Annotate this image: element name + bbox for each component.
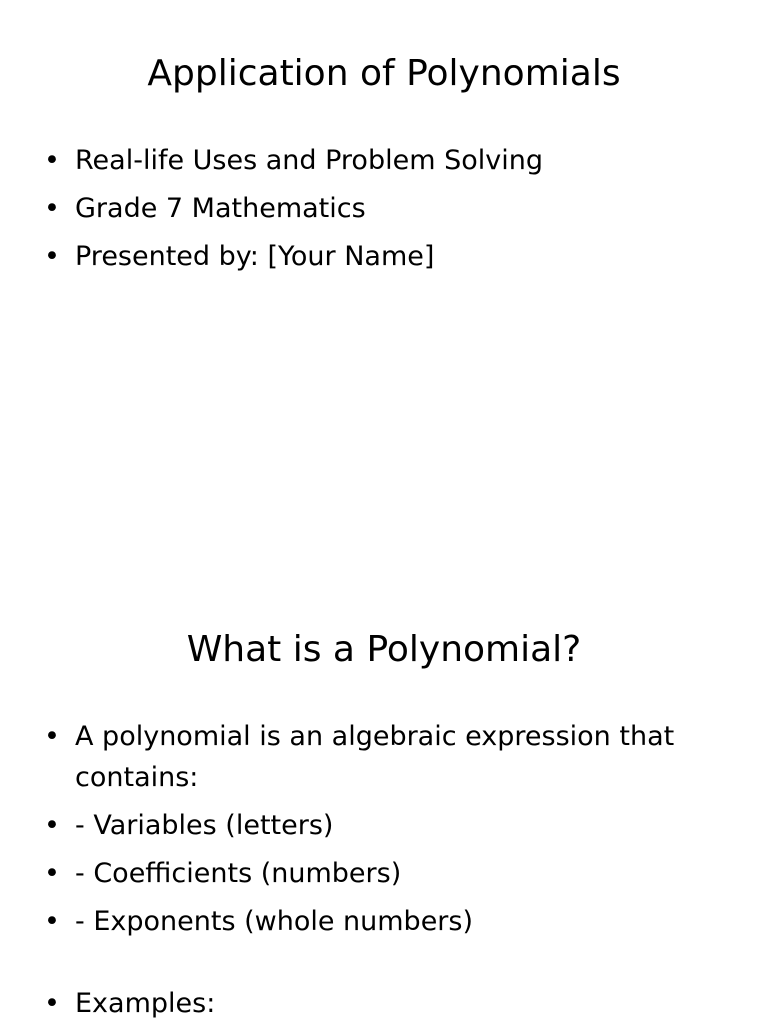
slide-title: Application of Polynomials [147,53,621,94]
bullet-icon: • [44,988,60,1019]
list-item [44,716,704,798]
bullet-icon: • [44,193,60,224]
slide-title: What is a Polynomial? [186,629,582,670]
bullet-icon: • [44,145,60,176]
bullet-text: Examples: [75,988,216,1019]
bullet-icon: • [44,906,60,937]
bullet-text: A polynomial is an algebraic expression that contains: [75,721,675,793]
list-item [44,901,704,942]
list-item [44,983,704,1024]
bullet-text: - Coefficients (numbers) [75,858,402,889]
bullet-icon: • [44,810,60,841]
slide-2 [0,578,768,1024]
bullet-text: Real-life Uses and Problem Solving [75,145,543,176]
list-item [44,188,704,229]
list-item [44,140,704,181]
bullet-list [44,716,704,1031]
bullet-text: - Exponents (whole numbers) [75,906,474,937]
list-item [44,236,704,277]
bullet-text: Presented by: [Your Name] [75,241,435,272]
bullet-text: Grade 7 Mathematics [75,193,366,224]
list-item [44,805,704,846]
bullet-list [44,140,704,284]
bullet-text: - Variables (letters) [75,810,334,841]
bullet-icon: • [44,241,60,272]
bullet-icon: • [44,721,60,752]
bullet-icon: • [44,858,60,889]
list-item [44,853,704,894]
